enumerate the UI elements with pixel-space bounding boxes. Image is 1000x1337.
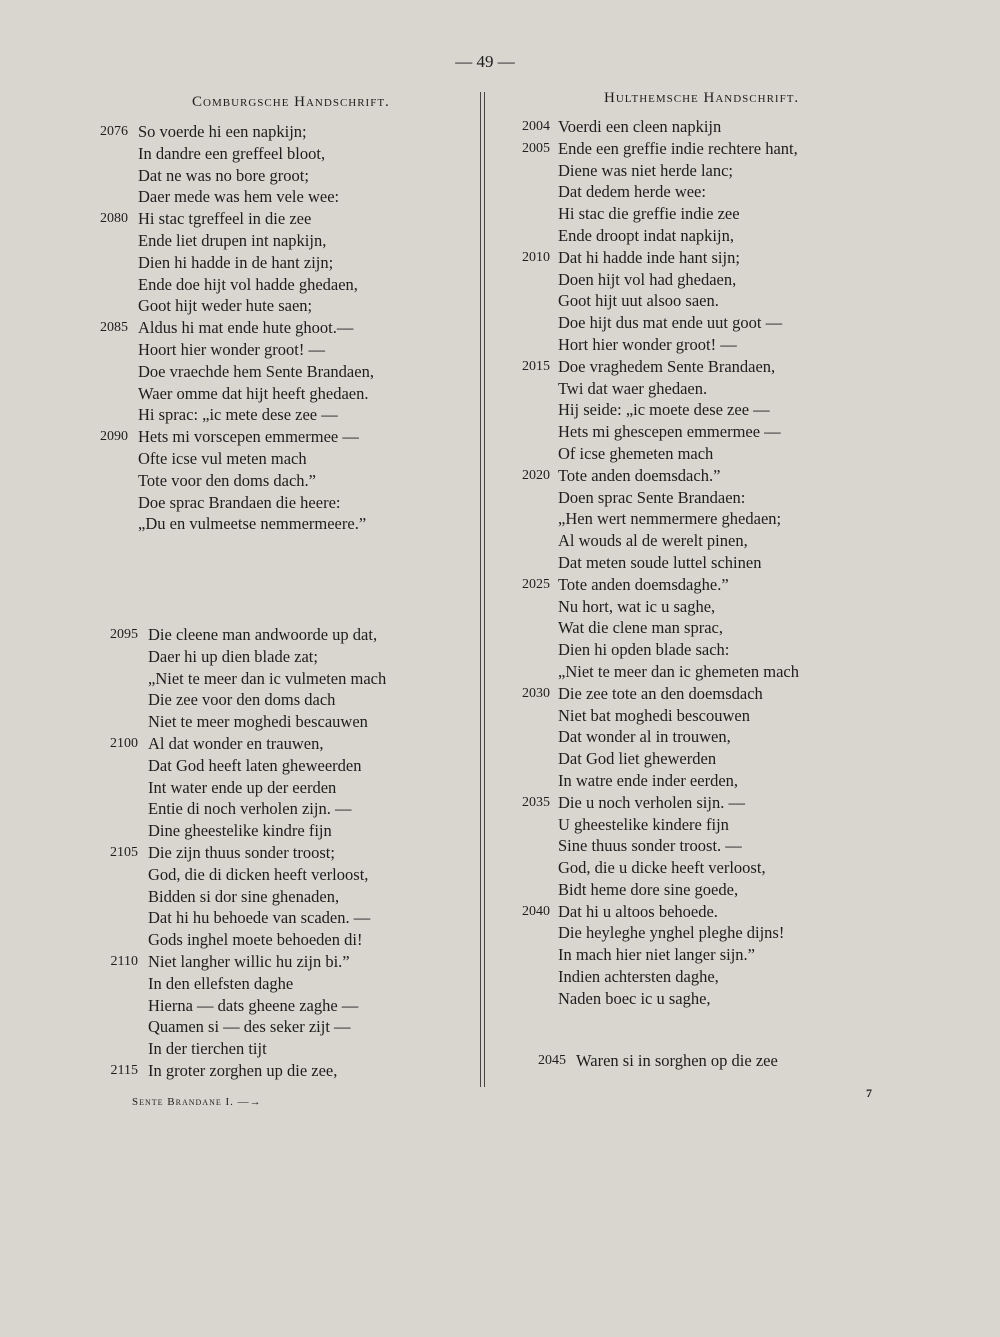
left-heading: Comburgsche Handschrift. [192,94,390,110]
verse-line [558,290,799,312]
verse-text: In der tierchen tijt [148,1039,267,1059]
verse-line [522,138,799,160]
verse-text: Die zee voor den doms dach [148,690,336,710]
verse-text: Die cleene man andwoorde up dat, [148,625,378,644]
verse-text: Twi dat waer ghedaen. [558,378,708,398]
verse-text: Tote anden doemsdaghe.” [558,574,729,594]
line-number: 2090 [100,429,128,445]
verse-line [558,421,799,443]
verse-line [148,1038,386,1060]
verse-text: „Hen wert nemmermere ghedaen; [558,509,782,529]
verse-text: Niet te meer moghedi bescauwen [148,712,368,732]
sheet-signature: 7 [866,1086,872,1100]
verse-text: Naden boec ic u saghe, [558,988,711,1008]
page-number: — 49 — [455,52,515,71]
verse-text: Dat God heeft laten gheweerden [148,755,362,775]
verse-line [100,121,374,143]
line-number: 2115 [110,1062,138,1078]
verse-line [110,1060,386,1082]
verse-line [148,798,386,820]
verse-text: Ende doe hijt vol hadde ghedaen, [138,274,358,294]
verse-text: Daer hi up dien blade zat; [148,646,318,666]
verse-line [148,689,386,711]
verse-text: In watre ende inder eerden, [558,770,739,790]
verse-text: Dat hi u altoos behoede. [558,901,718,921]
verse-line [558,835,799,857]
verse-text: Hij seide: „ic moete dese zee — [558,400,770,420]
verse-text: Die zee tote an den doemsdach [558,683,763,703]
verse-line [100,208,374,230]
verse-text: Dien hi hadde in de hant zijn; [138,252,334,272]
verse-line [522,574,799,596]
verse-text: Voerdi een cleen napkijn [558,117,722,136]
verse-line [148,755,386,777]
verse-line [148,777,386,799]
line-number: 2025 [522,576,550,592]
verse-text: Doe vraechde hem Sente Brandaen, [138,361,374,381]
verse-text: In groter zorghen up die zee, [148,1060,338,1080]
verse-line [558,617,799,639]
verse-line [558,639,799,661]
verse-line [558,487,799,509]
verse-text: Die heyleghe ynghel pleghe dijns! [558,923,785,943]
verse-text: Hets mi vorscepen emmermee — [138,427,359,447]
column-divider [484,92,485,1087]
line-number: 2105 [110,844,138,860]
verse-text: Doen hijt vol had ghedaen, [558,269,737,289]
verse-line [148,1016,386,1038]
verse-line [110,624,386,646]
line-number: 2100 [110,735,138,751]
verse-line [148,646,386,668]
verse-line [558,879,799,901]
verse-line [100,426,374,448]
line-number: 2004 [522,119,550,134]
line-number: 2040 [522,903,550,919]
right-verse-block-2 [538,1050,778,1072]
line-number: 2045 [538,1053,566,1068]
verse-line [138,361,374,383]
verse-text: Doe hijt dus mat ende uut goot — [558,313,783,333]
verse-line [138,143,374,165]
verse-line [138,295,374,317]
verse-line [148,907,386,929]
verse-text: Dat God liet ghewerden [558,749,717,769]
verse-line [558,443,799,465]
line-number: 2085 [100,320,128,336]
verse-line [558,966,799,988]
verse-text: Ende droopt indat napkijn, [558,225,734,245]
verse-line [558,552,799,574]
footer-signature: Sente Brandane I. —→ [132,1096,262,1108]
verse-line [148,864,386,886]
verse-text: Indien achtersten daghe, [558,967,719,987]
verse-text: Dat hi hu behoede van scaden. — [148,908,371,928]
verse-text: Dat dedem herde wee: [558,182,706,202]
verse-line [138,383,374,405]
verse-text: Hi sprac: „ic mete dese zee — [138,405,338,425]
verse-text: Dien hi opden blade sach: [558,640,730,660]
verse-line [138,513,374,535]
right-heading: Hulthemsche Handschrift. [604,90,800,106]
line-number: 2076 [100,124,128,139]
verse-line [558,334,799,356]
verse-line [558,508,799,530]
verse-text: Tote anden doemsdach.” [558,465,721,485]
verse-text: Doe sprac Brandaen die heere: [138,492,341,512]
verse-line [138,274,374,296]
verse-text: Dat meten soude luttel schinen [558,552,762,572]
verse-line [558,988,799,1010]
verse-text: In den ellefsten daghe [148,973,294,993]
verse-text: Dat ne was no bore groot; [138,165,309,185]
verse-text: Dine gheestelike kindre fijn [148,821,332,841]
verse-line [148,973,386,995]
verse-line [522,901,799,923]
line-number: 2015 [522,358,550,374]
verse-line [558,399,799,421]
verse-line [138,165,374,187]
verse-text: Hi stac tgreffeel in die zee [138,209,312,229]
verse-line [558,530,799,552]
verse-text: Dat wonder al in trouwen, [558,727,731,747]
verse-line [558,661,799,683]
verse-line [148,711,386,733]
line-number: 2035 [522,794,550,810]
verse-line [558,225,799,247]
verse-text: Bidt heme dore sine goede, [558,879,739,899]
verse-text: Tote voor den doms dach.” [138,470,317,490]
verse-text: Doen sprac Sente Brandaen: [558,487,746,507]
verse-text: In dandre een greffeel bloot, [138,143,326,163]
verse-text: God, die u dicke heeft verloost, [558,858,766,878]
line-number: 2080 [100,211,128,227]
verse-line [558,944,799,966]
line-number: 2010 [522,249,550,265]
verse-text: Nu hort, wat ic u saghe, [558,596,716,616]
verse-text: Diene was niet herde lanc; [558,160,734,180]
verse-text: Waer omme dat hijt heeft ghedaen. [138,383,369,403]
verse-line [558,269,799,291]
verse-line [558,726,799,748]
line-number: 2005 [522,140,550,156]
verse-text: Al dat wonder en trauwen, [148,733,324,753]
verse-line [558,378,799,400]
verse-text: Hoort hier wonder groot! — [138,339,325,359]
verse-line [522,356,799,378]
verse-text: Goot hijt uut alsoo saen. [558,291,719,311]
verse-line [558,203,799,225]
verse-text: Hierna — dats gheene zaghe — [148,995,359,1015]
verse-text: Of icse ghemeten mach [558,443,714,463]
verse-text: Entie di noch verholen zijn. — [148,799,352,819]
verse-text: Hort hier wonder groot! — [558,334,737,354]
verse-line [522,116,799,138]
verse-line [522,792,799,814]
verse-text: Wat die clene man sprac, [558,618,723,638]
verse-text: Gods inghel moete behoeden di! [148,930,363,950]
line-number: 2095 [110,627,138,642]
verse-text: Int water ende up der eerden [148,777,337,797]
verse-line [558,770,799,792]
verse-text: Doe vraghedem Sente Brandaen, [558,356,776,376]
verse-text: Ofte icse vul meten mach [138,448,307,468]
verse-line [148,820,386,842]
verse-text: „Du en vulmeetse nemmermeere.” [138,514,367,534]
verse-line [138,252,374,274]
verse-line [558,922,799,944]
verse-line [558,312,799,334]
verse-line [522,683,799,705]
verse-line [522,465,799,487]
verse-text: In mach hier niet langer sijn.” [558,945,756,965]
verse-text: Daer mede was hem vele wee: [138,187,340,207]
verse-line [138,470,374,492]
verse-text: Dat hi hadde inde hant sijn; [558,247,740,267]
verse-line [148,886,386,908]
left-verse-block-2 [110,624,387,1082]
line-number: 2110 [110,953,138,969]
verse-text: Ende een greffie indie rechtere hant, [558,138,798,158]
column-divider [480,92,481,1087]
verse-text: Hets mi ghescepen emmermee — [558,422,781,442]
verse-text: „Niet te meer dan ic ghemeten mach [558,661,799,681]
verse-text: Die zijn thuus sonder troost; [148,842,335,862]
verse-text: Niet langher willic hu zijn bi.” [148,951,350,971]
verse-line [558,705,799,727]
verse-line [110,733,386,755]
verse-line [138,404,374,426]
verse-line [110,842,386,864]
verse-text: Sine thuus sonder troost. — [558,836,742,856]
verse-line [558,596,799,618]
verse-line [148,668,386,690]
verse-text: Niet bat moghedi bescouwen [558,705,750,725]
verse-line [558,181,799,203]
verse-text: Quamen si — des seker zijt — [148,1017,351,1037]
verse-line [138,186,374,208]
verse-line [538,1050,778,1072]
verse-text: So voerde hi een napkijn; [138,122,307,141]
verse-text: Ende liet drupen int napkijn, [138,230,327,250]
verse-line [138,492,374,514]
verse-line [558,814,799,836]
line-number: 2020 [522,467,550,483]
verse-text: Aldus hi mat ende hute ghoot.— [138,318,354,338]
verse-text: Hi stac die greffie indie zee [558,204,740,224]
verse-line [522,247,799,269]
verse-text: Goot hijt weder hute saen; [138,296,313,316]
verse-line [138,230,374,252]
verse-text: „Niet te meer dan ic vulmeten mach [148,668,387,688]
verse-line [138,339,374,361]
verse-text: God, die di dicken heeft verloost, [148,864,369,884]
verse-line [100,317,374,339]
verse-text: Die u noch verholen sijn. — [558,792,745,812]
verse-line [558,748,799,770]
verse-line [558,160,799,182]
verse-text: Bidden si dor sine ghenaden, [148,886,340,906]
left-verse-block-1 [100,121,374,535]
verse-text: U gheestelike kindere fijn [558,814,729,834]
verse-line [148,995,386,1017]
verse-text: Al wouds al de werelt pinen, [558,531,748,551]
verse-text: Waren si in sorghen op die zee [576,1051,778,1070]
verse-line [558,857,799,879]
right-verse-block-1 [522,116,799,1010]
verse-line [110,951,386,973]
verse-line [148,929,386,951]
line-number: 2030 [522,685,550,701]
verse-line [138,448,374,470]
